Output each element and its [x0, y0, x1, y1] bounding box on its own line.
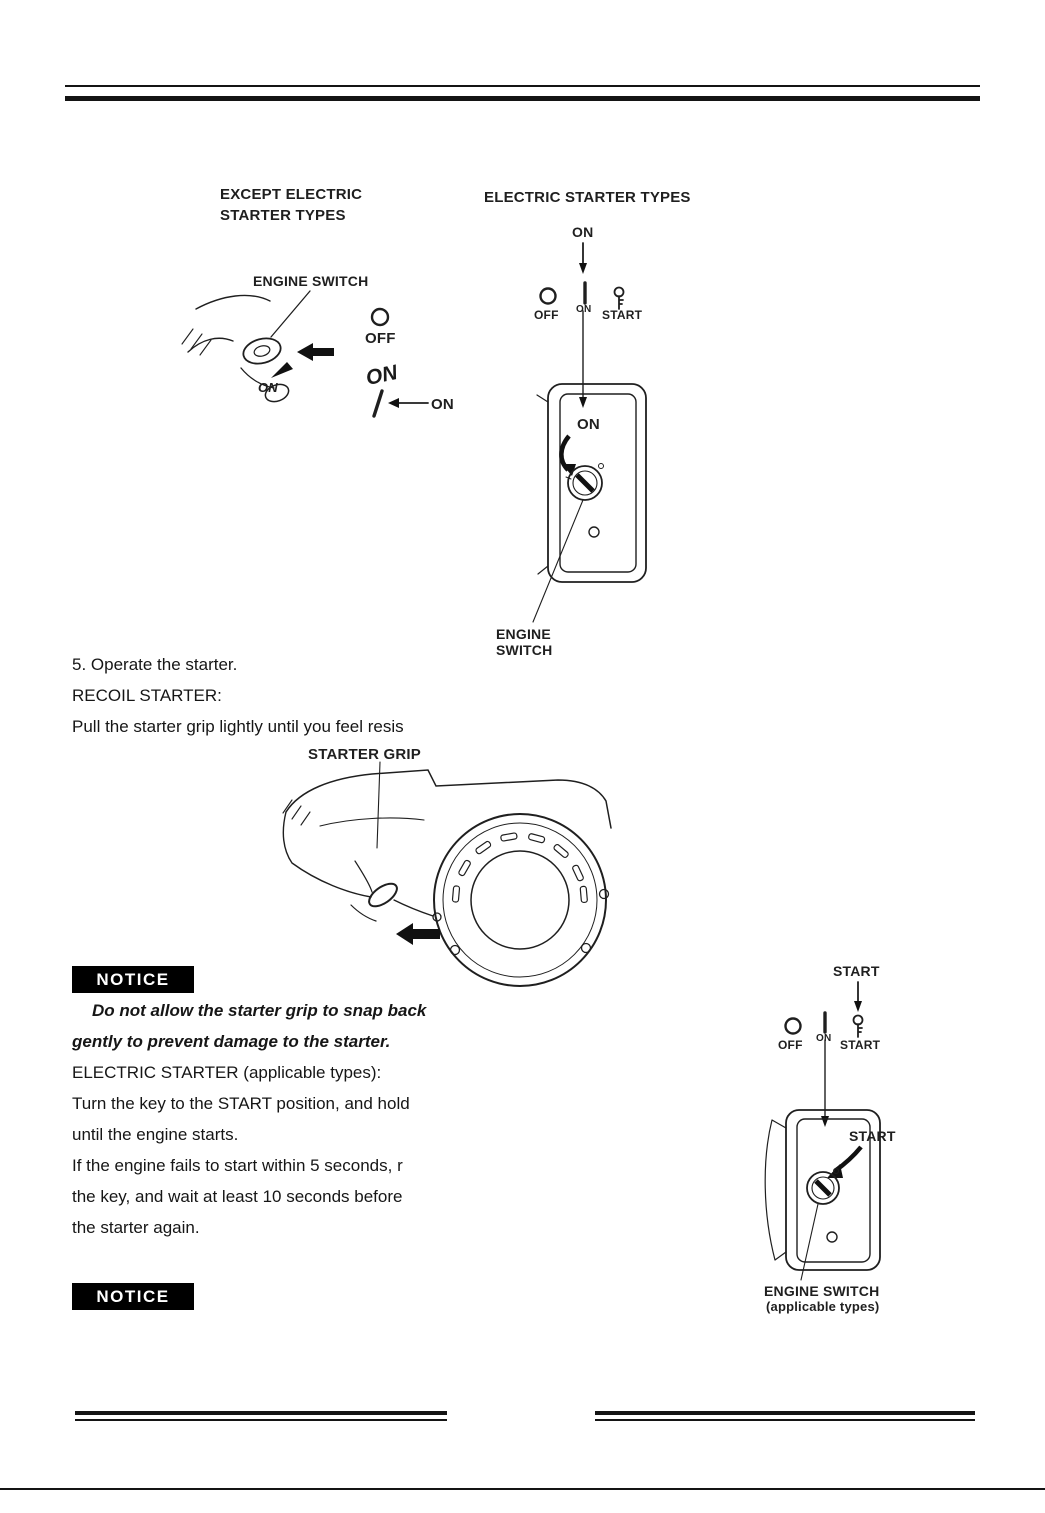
- bottom-left-rule-thick: [75, 1411, 447, 1415]
- key-icon: [615, 288, 624, 310]
- body-recoil-line: Pull the starter grip lightly until you feel resis: [72, 717, 404, 736]
- key-icon: [854, 1016, 863, 1038]
- lower-start-label: START: [840, 1038, 881, 1052]
- left-arrow-icon: [388, 398, 399, 408]
- left-diagram-heading-line1: EXCEPT ELECTRIC: [220, 186, 363, 203]
- top-on-label: ON: [572, 224, 594, 240]
- down-arrow-icon: [821, 1116, 829, 1127]
- right-diagram-heading: ELECTRIC STARTER TYPES: [484, 189, 691, 206]
- notice-box-2-label: NOTICE: [96, 1286, 170, 1306]
- recoil-starter-illustration: [283, 762, 611, 986]
- lower-top-start-label: START: [833, 963, 880, 979]
- lower-on-label: ON: [816, 1033, 832, 1044]
- body-notice1-line2: gently to prevent damage to the starter.: [72, 1032, 391, 1051]
- engine-switch-label-line2: SWITCH: [496, 642, 553, 658]
- starter-grip-label: STARTER GRIP: [308, 746, 421, 763]
- switch-dial: [807, 1172, 839, 1204]
- body-electric-line1: Turn the key to the START position, and hold: [72, 1094, 410, 1113]
- off-symbol-label: OFF: [365, 330, 396, 347]
- pull-direction-arrow-icon: [396, 923, 440, 945]
- lower-panel-start-label: START: [849, 1128, 896, 1144]
- bottom-right-rule-thin: [595, 1419, 975, 1421]
- on-arrow-label: ON: [431, 396, 454, 413]
- down-arrow-icon: [854, 1001, 862, 1012]
- notice-box-1: [72, 966, 194, 993]
- start-label: START: [602, 308, 643, 322]
- on-stylized-label: ON: [363, 360, 400, 391]
- body-electric-line5: the starter again.: [72, 1218, 200, 1237]
- body-step5: 5. Operate the starter.: [72, 655, 238, 674]
- left-diagram-heading-line2: STARTER TYPES: [220, 207, 346, 224]
- off-circle-icon: [786, 1019, 801, 1034]
- off-circle-icon: [541, 289, 556, 304]
- lower-off-label: OFF: [778, 1038, 803, 1052]
- left-engine-switch-illustration: [182, 291, 428, 416]
- body-notice1-line1: Do not allow the starter grip to snap back: [92, 1001, 427, 1020]
- top-rule-thin: [65, 85, 980, 87]
- off-circle-icon: [372, 309, 388, 325]
- on-bar-icon: [374, 391, 382, 416]
- engine-switch-label: ENGINE SWITCH: [253, 273, 369, 289]
- panel-on-label: ON: [577, 416, 600, 433]
- rotate-arrow-icon: [827, 1164, 843, 1178]
- bottom-left-rule-thin: [75, 1419, 447, 1421]
- off-label: OFF: [534, 308, 559, 322]
- bottom-right-rule-thick: [595, 1411, 975, 1415]
- engine-switch-label-line1: ENGINE: [496, 626, 551, 642]
- switch-on-label: ON: [258, 380, 278, 395]
- lower-applicable-types-label: (applicable types): [766, 1299, 880, 1314]
- notice-box-2: [72, 1283, 194, 1310]
- lower-engine-switch-label: ENGINE SWITCH: [764, 1283, 880, 1299]
- on-label: ON: [576, 304, 592, 315]
- switch-dial: [568, 466, 602, 500]
- body-electric-line2: until the engine starts.: [72, 1125, 239, 1144]
- body-electric-line3: If the engine fails to start within 5 seconds, r: [72, 1156, 403, 1175]
- rotate-arrow-icon: [562, 464, 576, 476]
- starter-grip-handle: [365, 879, 400, 910]
- down-arrow-icon: [579, 263, 587, 274]
- left-arrow-icon: [297, 343, 334, 361]
- page-bottom-rule: [0, 1488, 1045, 1490]
- notice-box-1-label: NOTICE: [96, 969, 170, 989]
- down-left-arrow-icon: [271, 362, 293, 378]
- body-recoil-heading: RECOIL STARTER:: [72, 686, 222, 705]
- body-electric-heading: ELECTRIC STARTER (applicable types):: [72, 1063, 382, 1082]
- down-arrow-icon: [579, 397, 587, 408]
- body-electric-line4: the key, and wait at least 10 seconds before: [72, 1187, 403, 1206]
- top-rule-thick: [65, 96, 980, 101]
